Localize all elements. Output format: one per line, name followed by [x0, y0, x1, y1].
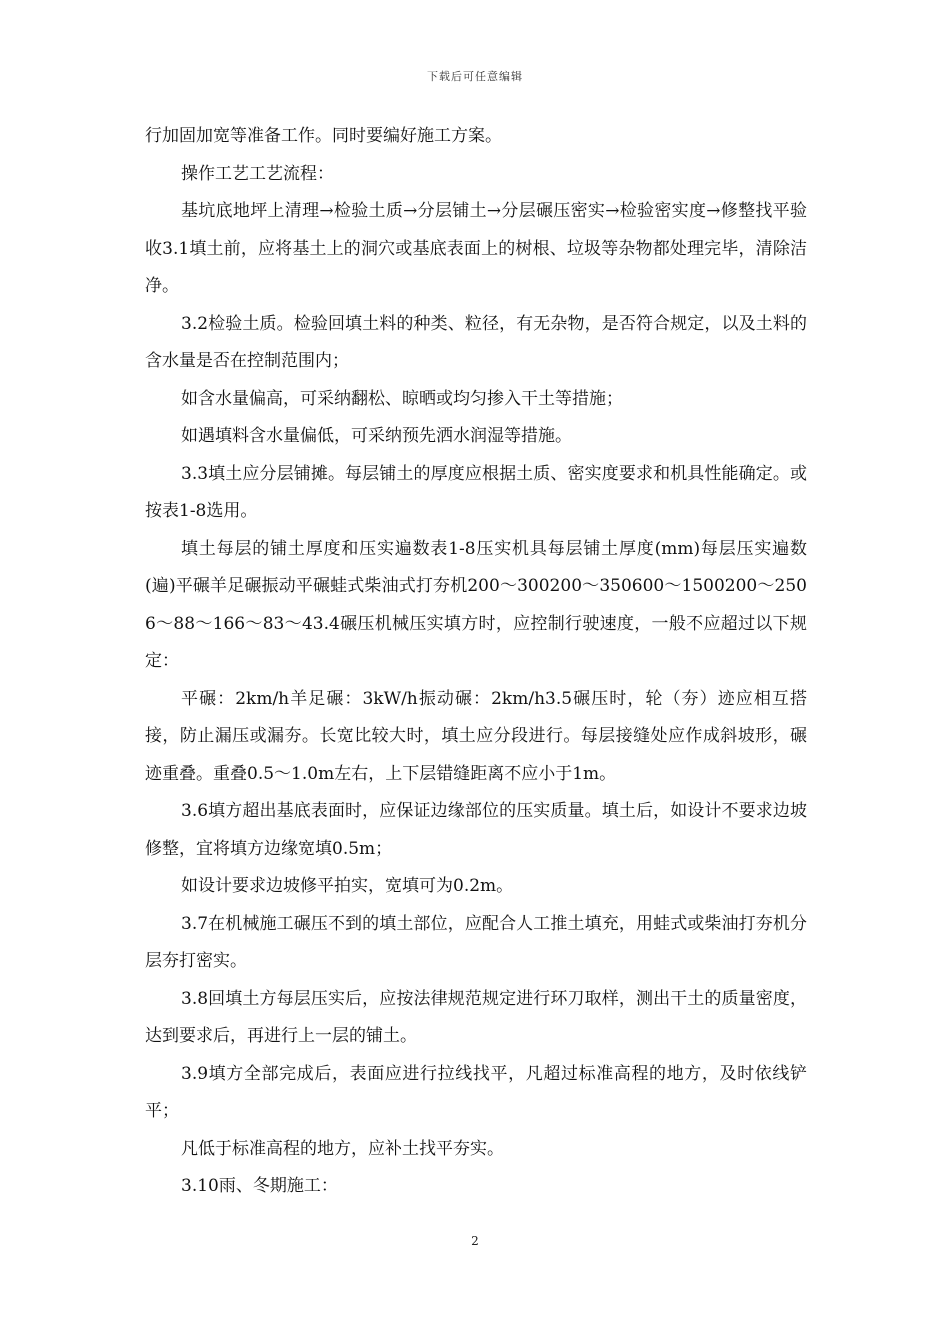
paragraph: 3.7在机械施工碾压不到的填土部位，应配合人工推土填充，用蛙式或柴油打夯机分层夯打密实。	[145, 913, 807, 971]
paragraph: 行加固加宽等准备工作。同时要编好施工方案。	[145, 126, 502, 146]
paragraph: 操作工艺工艺流程：	[181, 163, 334, 184]
page-header: 下载后可任意编辑	[427, 70, 523, 83]
paragraph: 如遇填料含水量偏低，可采纳预先洒水润湿等措施。	[181, 426, 572, 446]
paragraph: 3.2检验土质。检验回填土料的种类、粒径，有无杂物，是否符合规定，以及土料的含水量是否在控制范围内；	[145, 313, 807, 371]
paragraph: 如设计要求边坡修平拍实，宽填可为0.2m。	[181, 876, 514, 896]
paragraph: 填土每层的铺土厚度和压实遍数表1-8压实机具每层铺土厚度(mm)每层压实遍数(遍)平碾羊足碾振动平碾蛙式柴油式打夯机200～300200～350600～1500200～2506～88～166～83～43.4碾压机械压实填方时，应控制行驶速度，一般不应超过以下规定：	[145, 538, 807, 671]
document-body	[145, 118, 807, 1206]
paragraph: 平碾：2km/h羊足碾：3kW/h振动碾：2km/h3.5碾压时，轮（夯）迹应相互搭接，防止漏压或漏夯。长宽比较大时，填土应分段进行。每层接缝处应作成斜坡形，碾迹重叠。重叠0.5～1.0m左右，上下层错缝距离不应小于1m。	[145, 688, 807, 784]
paragraph: 如含水量偏高，可采纳翻松、晾晒或均匀掺入干土等措施；	[181, 388, 623, 409]
paragraph: 3.6填方超出基底表面时，应保证边缘部位的压实质量。填土后，如设计不要求边坡修整，宜将填方边缘宽填0.5m；	[145, 801, 807, 859]
paragraph: 3.8回填土方每层压实后，应按法律规范规定进行环刀取样，测出干土的质量密度，达到要求后，再进行上一层的铺土。	[145, 988, 807, 1046]
page-number: 2	[471, 1234, 479, 1248]
paragraph: 3.9填方全部完成后，表面应进行拉线找平，凡超过标准高程的地方，及时依线铲平；	[145, 1063, 807, 1121]
paragraph: 凡低于标准高程的地方，应补土找平夯实。	[181, 1138, 504, 1159]
paragraph: 3.3填土应分层铺摊。每层铺土的厚度应根据土质、密实度要求和机具性能确定。或按表1-8选用。	[145, 463, 807, 521]
paragraph: 基坑底地坪上清理→检验土质→分层铺土→分层碾压密实→检验密实度→修整找平验收3.1填土前，应将基土上的洞穴或基底表面上的树根、垃圾等杂物都处理完毕，清除洁净。	[145, 201, 807, 296]
paragraph: 3.10雨、冬期施工：	[181, 1176, 338, 1196]
